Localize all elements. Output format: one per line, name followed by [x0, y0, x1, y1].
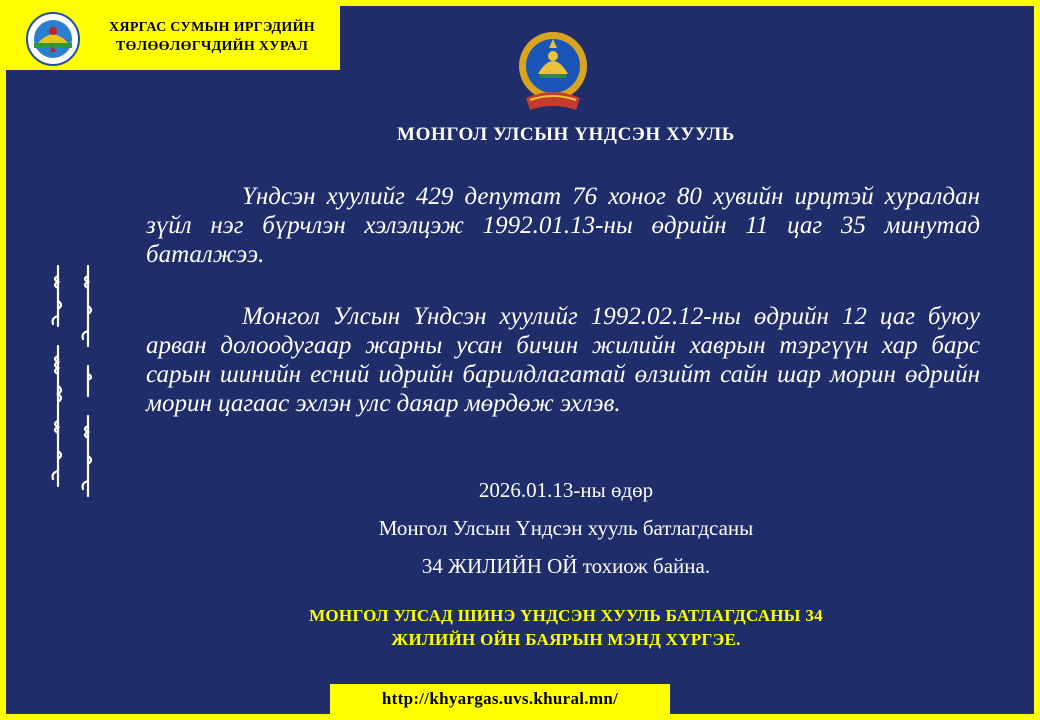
congrats-line1: МОНГОЛ УЛСАД ШИНЭ ҮНДСЭН ХУУЛЬ БАТЛАГДСАНЫ 34 — [309, 606, 823, 625]
main-title: МОНГОЛ УЛСЫН ҮНДСЭН ХУУЛЬ — [397, 124, 735, 145]
org-title-line2: ТӨЛӨӨЛӨГЧДИЙН ХУРАЛ — [115, 39, 309, 54]
anniversary-text: Монгол Улсын Үндсэн хууль батлагдсаны — [378, 516, 754, 540]
poster-panel — [6, 6, 1034, 714]
org-title — [92, 18, 332, 56]
mongolian-script-text — [28, 246, 128, 526]
org-title-line1: ХЯРГАС СУМЫН ИРГЭДИЙН — [109, 20, 315, 35]
congrats-line2: ЖИЛИЙН ОЙН БАЯРЫН МЭНД ХҮРГЭЕ. — [391, 630, 741, 649]
khyargas-soum-emblem-icon — [26, 12, 80, 66]
congratulations — [246, 604, 886, 652]
org-header — [6, 6, 340, 70]
mongolia-state-emblem-icon — [516, 28, 590, 112]
footer-url-box — [330, 684, 670, 714]
paragraph-enforcement: Монгол Улсын Үндсэн хуулийг 1992.02.12-ны өдрийн 12 цаг буюу арван долоодугаар жарны усан бичин жилийн хаврын тэргүүн хар барс сарын шинийн есний идрийн барилдлагатай өлзийт сайн шар морин өдрийн морин цагаас эхлэн улс даяар мөрдөж эхлэв. — [146, 303, 980, 417]
footer-url-link[interactable]: http://khyargas.uvs.khural.mn/ — [381, 689, 619, 708]
anniversary-years: 34 ЖИЛИЙН ОЙ тохиож байна. — [421, 554, 711, 578]
anniversary-date: 2026.01.13-ны өдөр — [478, 478, 654, 502]
paragraph-adoption: Үндсэн хуулийг 429 депутат 76 хоног 80 хувийн ирцтэй хуралдан зүйл нэг бүрчлэн хэлэлцэж 1992.01.13-ны өдрийн 11 цаг 35 минутад баталжээ. — [146, 183, 980, 268]
